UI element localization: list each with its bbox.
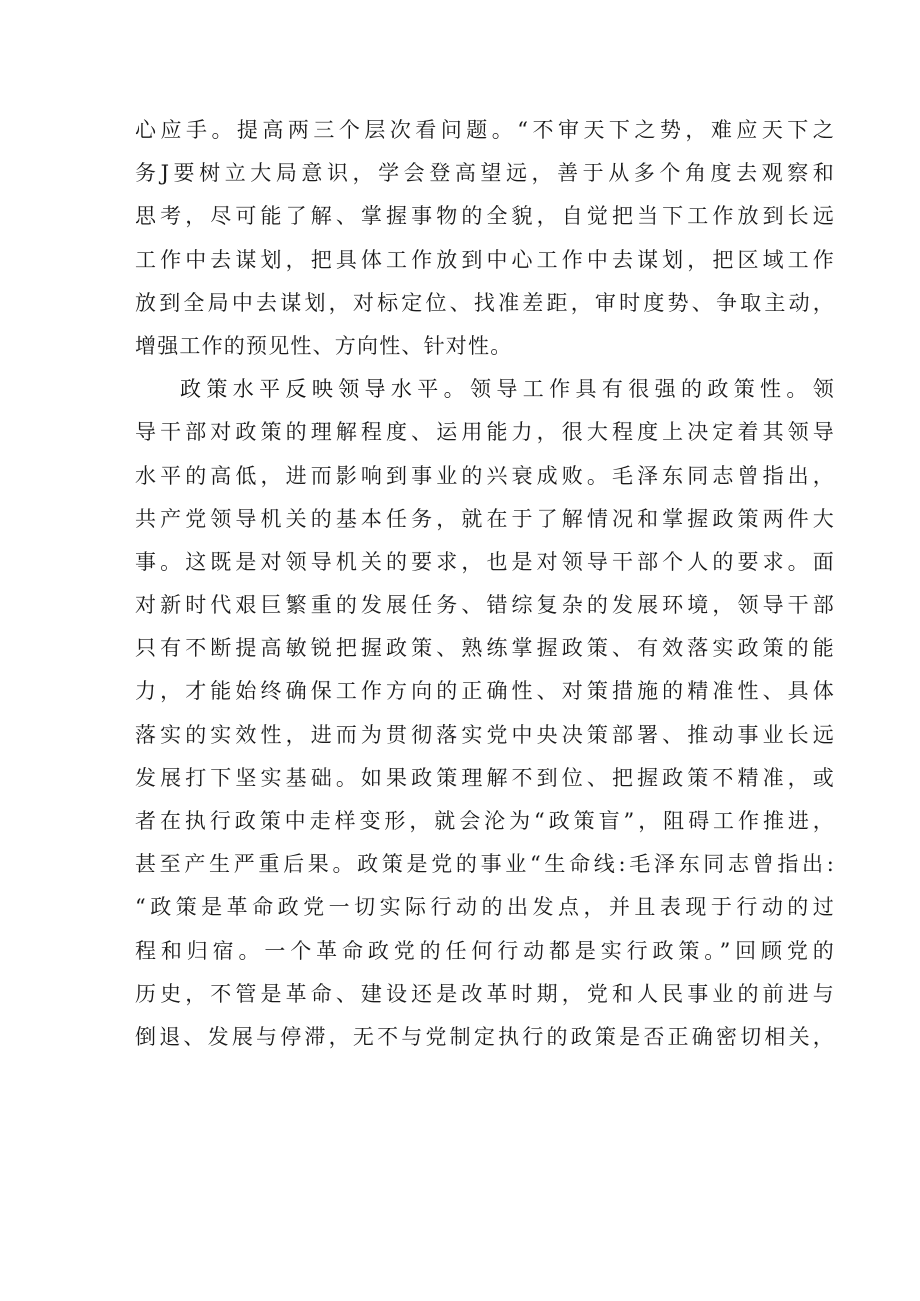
text-line: 甚至产生严重后果。政策是党的事业“生命线:毛泽东同志曾指出: <box>135 852 835 877</box>
text-line: 程和归宿。一个革命政党的任何行动都是实行政策。”回顾党的 <box>135 938 835 963</box>
text-line: 对新时代艰巨繁重的发展任务、错综复杂的发展环境，领导干部 <box>135 593 835 618</box>
text-line: 力，才能始终确保工作方向的正确性、对策措施的精准性、具体 <box>135 679 835 704</box>
text-span: 领导工作具有很强的政策性。领 <box>470 377 835 402</box>
text-line: 务J要树立大局意识，学会登高望远，善于从多个角度去观察和 <box>135 161 835 186</box>
text-line: 事。这既是对领导机关的要求，也是对领导干部个人的要求。面 <box>135 549 835 574</box>
text-line: 思考，尽可能了解、掌握事物的全貌，自觉把当下工作放到长远 <box>135 204 835 229</box>
text-line: 共产党领导机关的基本任务，就在于了解情况和掌握政策两件大 <box>135 506 835 531</box>
paragraph-1 <box>135 109 835 368</box>
text-line: 发展打下坚实基础。如果政策理解不到位、把握政策不精准，或 <box>135 765 835 790</box>
text-line: 工作中去谋划，把具体工作放到中心工作中去谋划，把区域工作 <box>135 247 835 272</box>
text-line: “政策是革命政党一切实际行动的出发点，并且表现于行动的过 <box>135 895 835 920</box>
text-line: 增强工作的预见性、方向性、针对性。 <box>135 333 513 358</box>
text-line: 只有不断提高敏锐把握政策、熟练掌握政策、有效落实政策的能 <box>135 636 835 661</box>
paragraph-heading: 政策水平反映领导水平。 <box>180 377 471 402</box>
text-line: 历史，不管是革命、建设还是改革时期，党和人民事业的前进与 <box>135 981 835 1006</box>
text-line: 落实的实效性，进而为贯彻落实党中央决策部署、推动事业长远 <box>135 722 835 747</box>
paragraph-2 <box>135 368 835 1059</box>
text-line: 者在执行政策中走样变形，就会沦为“政策盲”，阻碍工作推进， <box>135 809 835 833</box>
text-line: 水平的高低，进而影响到事业的兴衰成败。毛泽东同志曾指出， <box>135 463 835 488</box>
text-line: 放到全局中去谋划，对标定位、找准差距，审时度势、争取主动， <box>135 290 835 315</box>
text-line-first <box>135 368 835 411</box>
text-line: 心应手。提高两三个层次看问题。“不审天下之势，难应天下之 <box>135 118 835 142</box>
document-body <box>135 109 835 1059</box>
text-line: 导干部对政策的理解程度、运用能力，很大程度上决定着其领导 <box>135 420 835 445</box>
text-line: 倒退、发展与停滞，无不与党制定执行的政策是否正确密切相关， <box>135 1024 835 1049</box>
